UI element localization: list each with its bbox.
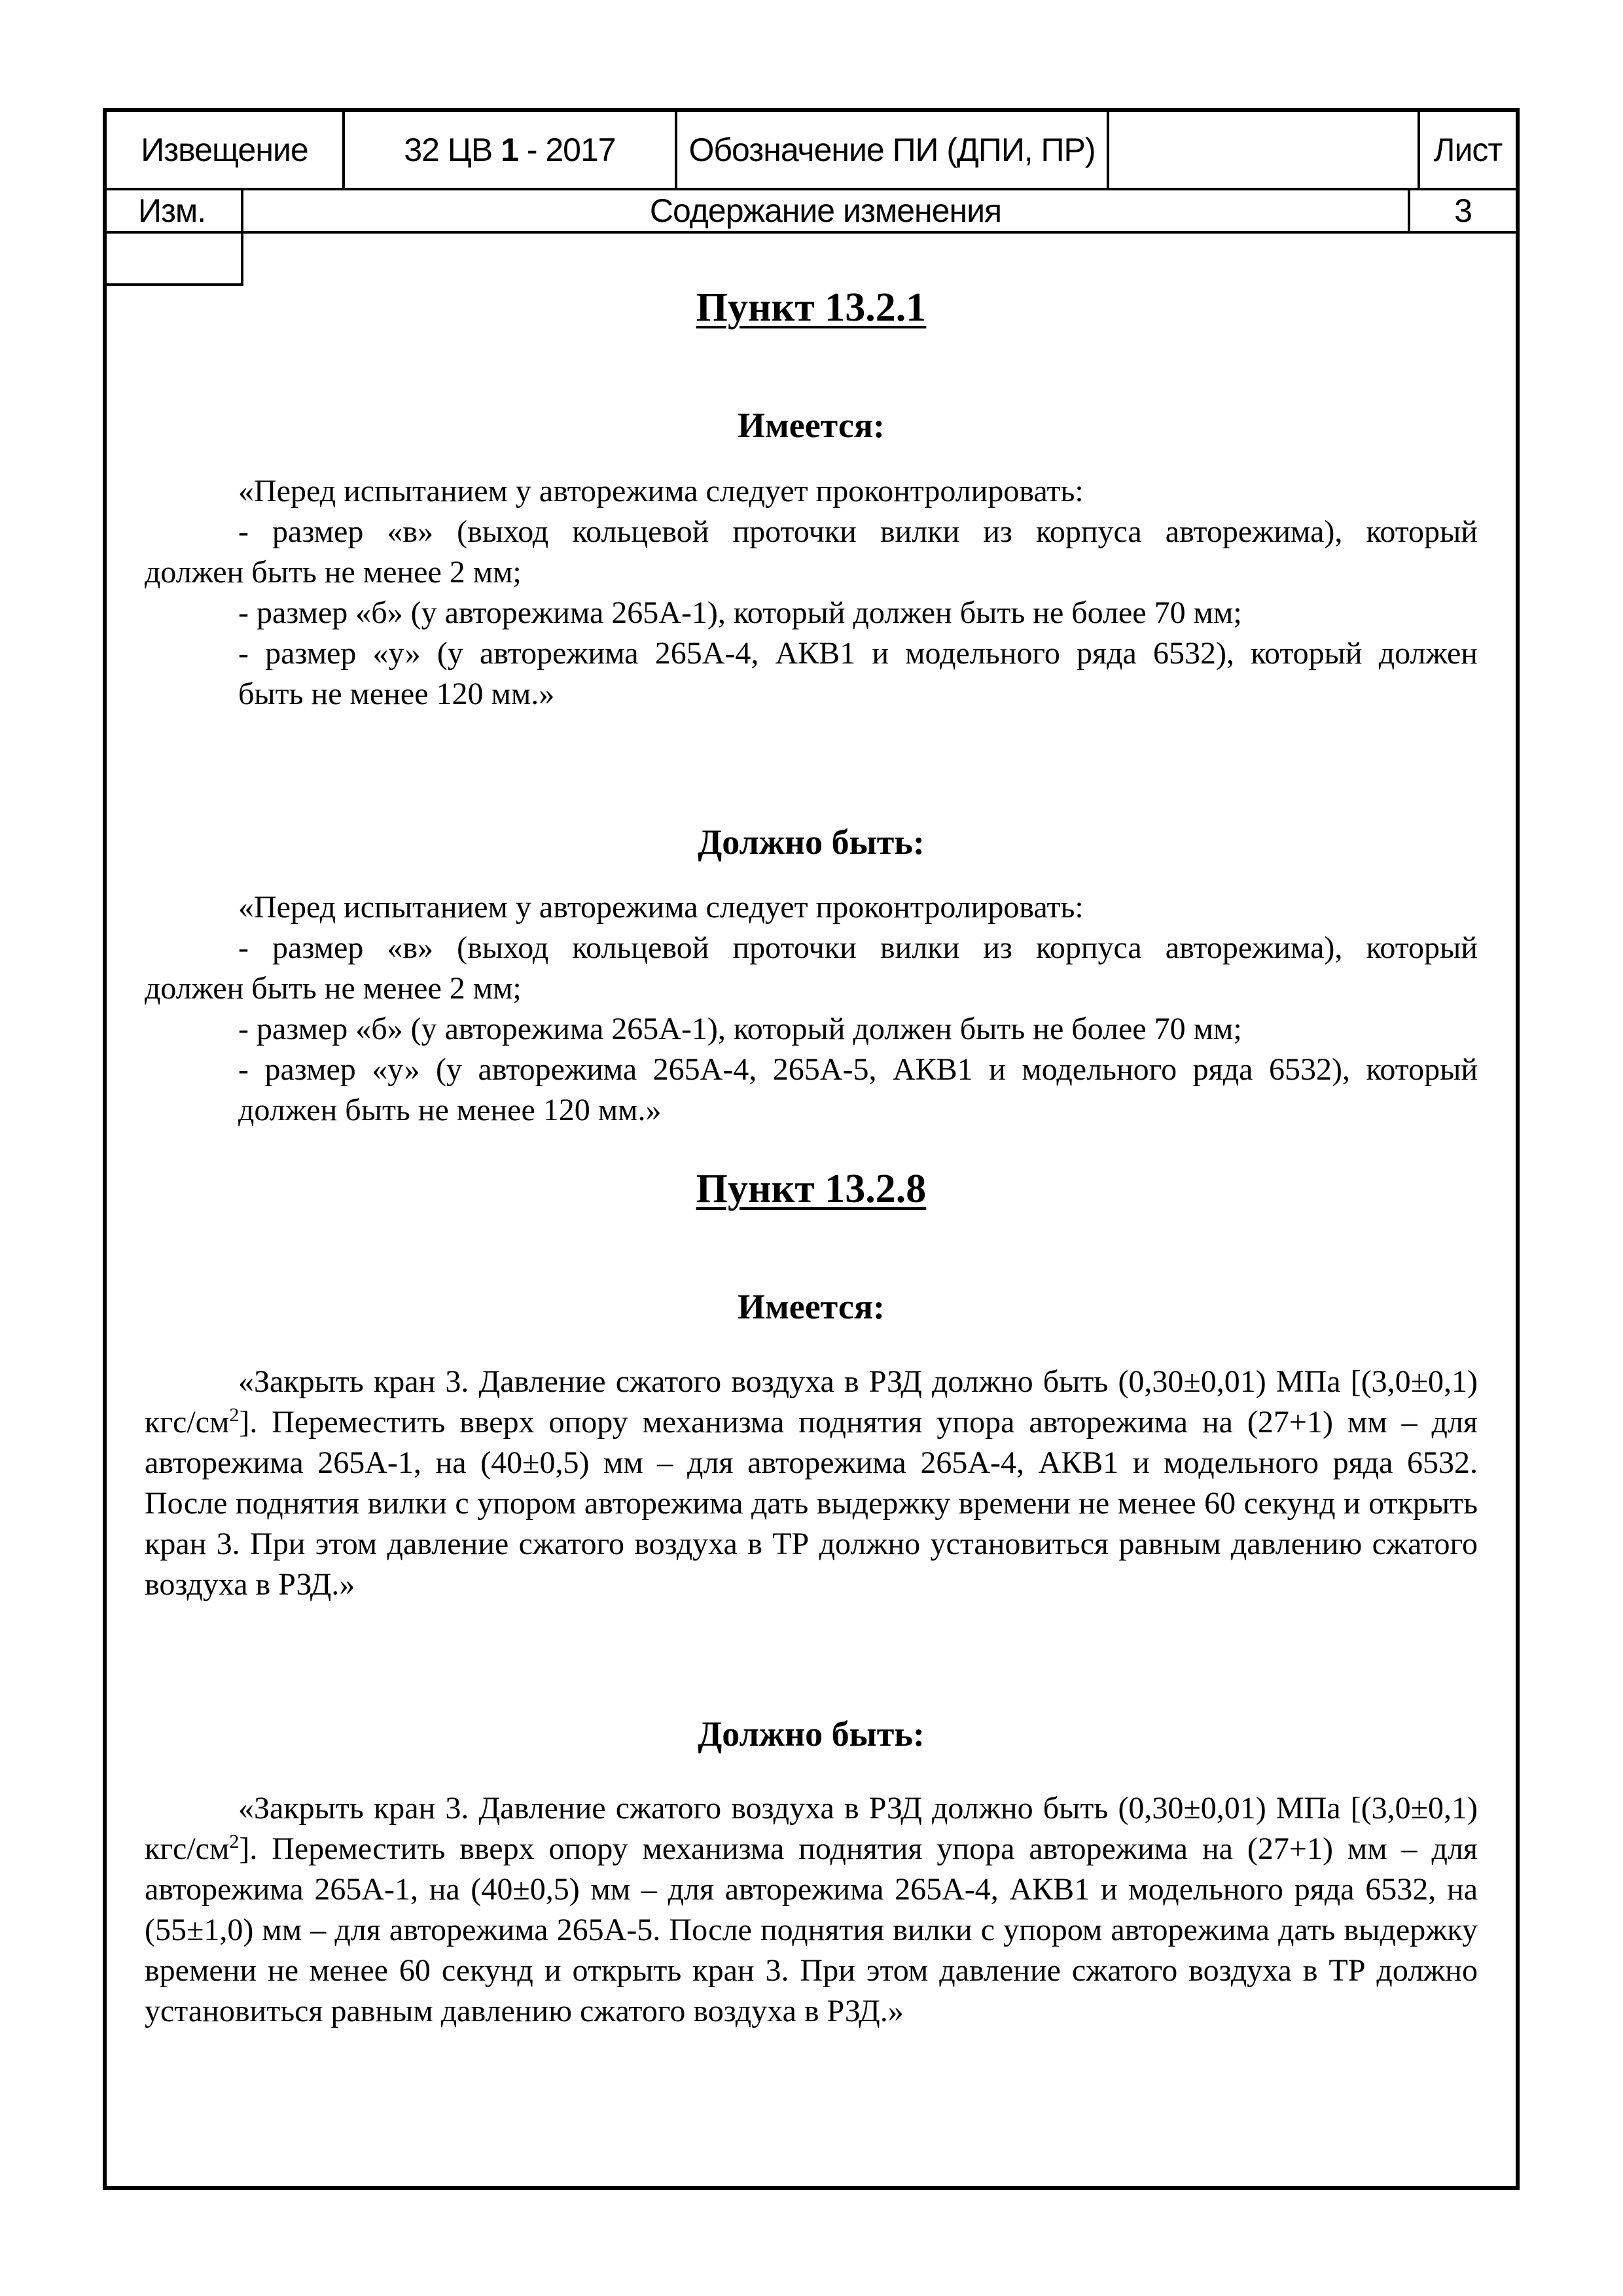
existing-label: Имеется: [737, 1287, 885, 1326]
should-be-label: Должно быть: [698, 1714, 925, 1754]
section-title: Пункт 13.2.8 [696, 1167, 927, 1211]
text-line: - размер «в» (выход кольцевой проточки вилки из корпуса авторежима), который [238, 930, 1478, 965]
notice-label: Извещение [141, 132, 308, 168]
text-line: «Перед испытанием у авторежима следует проконтролировать: [238, 890, 1084, 925]
existing-label: Имеется: [737, 406, 885, 445]
notice-number-bold: 1 [501, 132, 518, 168]
text-line: должен быть не менее 2 мм; [145, 971, 522, 1006]
text-line: должен быть не менее 120 мм.» [238, 1093, 662, 1127]
existing-text-a: «Закрыть кран 3. Давление сжатого воздуха в РЗД должно быть (0,30±0,01) МПа [(3,0±0,1) кгс/см [145, 1364, 1478, 1439]
content-label: Содержание изменения [241, 190, 1408, 231]
should-be-text-b: ]. Переместить вверх опору механизма поднятия упора авторежима на (27+1) мм – для авторежима 265А-1, на (40±0,5) мм – для авторежима 265А-4, АКВ1 и модельного ряда 6532, на (55±1,0) мм – для авторежима 265А-5. После поднятия вилки с упором авторежима дать выдержку времени не менее 60 секунд и открыть кран 3. При этом давление сжатого воздуха в ТР должно установиться равным давлению сжатого воздуха в РЗД.» [145, 1831, 1478, 2028]
notice-number-prefix: 32 ЦВ [404, 132, 501, 168]
section-title: Пункт 13.2.1 [696, 285, 927, 330]
should-be-paragraph [145, 887, 1478, 1131]
text-line: - размер «у» (у авторежима 265А-4, 265А-5, АКВ1 и модельного ряда 6532), который [238, 1052, 1478, 1087]
existing-paragraph [145, 1362, 1478, 1605]
notice-number [342, 112, 675, 188]
sheet-number: 3 [1408, 190, 1516, 231]
text-line: должен быть не менее 2 мм; [145, 555, 522, 590]
designation-label: Обозначение ПИ (ДПИ, ПР) [675, 112, 1107, 188]
header-row-top [107, 112, 1516, 190]
existing-text-b: ]. Переместить вверх опору механизма поднятия упора авторежима на (27+1) мм – для авторежима 265А-1, на (40±0,5) мм – для авторежима 265А-4, АКВ1 и модельного ряда 6532. После поднятия вилки с упором авторежима дать выдержку времени не менее 60 секунд и открыть кран 3. При этом давление сжатого воздуха в ТР должно установиться равным давлению сжатого воздуха в РЗД.» [145, 1405, 1478, 1602]
text-line: - размер «у» (у авторежима 265А-4, АКВ1 и модельного ряда 6532), который должен [238, 636, 1478, 671]
sheet-label: Лист [1418, 112, 1516, 188]
notice-number-suffix: - 2017 [518, 132, 616, 168]
should-be-text-a: «Закрыть кран 3. Давление сжатого воздуха в РЗД должно быть (0,30±0,01) МПа [(3,0±0,1) кгс/см [145, 1791, 1478, 1866]
text-line: - размер «б» (у авторежима 265А-1), который должен быть не более 70 мм; [238, 595, 1242, 630]
designation-value [1107, 112, 1418, 188]
document-frame [103, 108, 1520, 2190]
existing-paragraph [145, 471, 1478, 715]
change-number-box [107, 234, 243, 286]
should-be-paragraph [145, 1788, 1478, 2032]
change-label: Изм. [138, 192, 206, 229]
text-line: «Перед испытанием у авторежима следует проконтролировать: [238, 474, 1084, 508]
superscript: 2 [229, 1831, 240, 1852]
should-be-label: Должно быть: [698, 822, 925, 862]
text-line: быть не менее 120 мм.» [238, 677, 555, 711]
text-line: - размер «в» (выход кольцевой проточки вилки из корпуса авторежима), который [238, 514, 1478, 549]
superscript: 2 [229, 1404, 240, 1426]
header-row-bottom [107, 190, 1516, 234]
text-line: - размер «б» (у авторежима 265А-1), который должен быть не более 70 мм; [238, 1012, 1242, 1046]
